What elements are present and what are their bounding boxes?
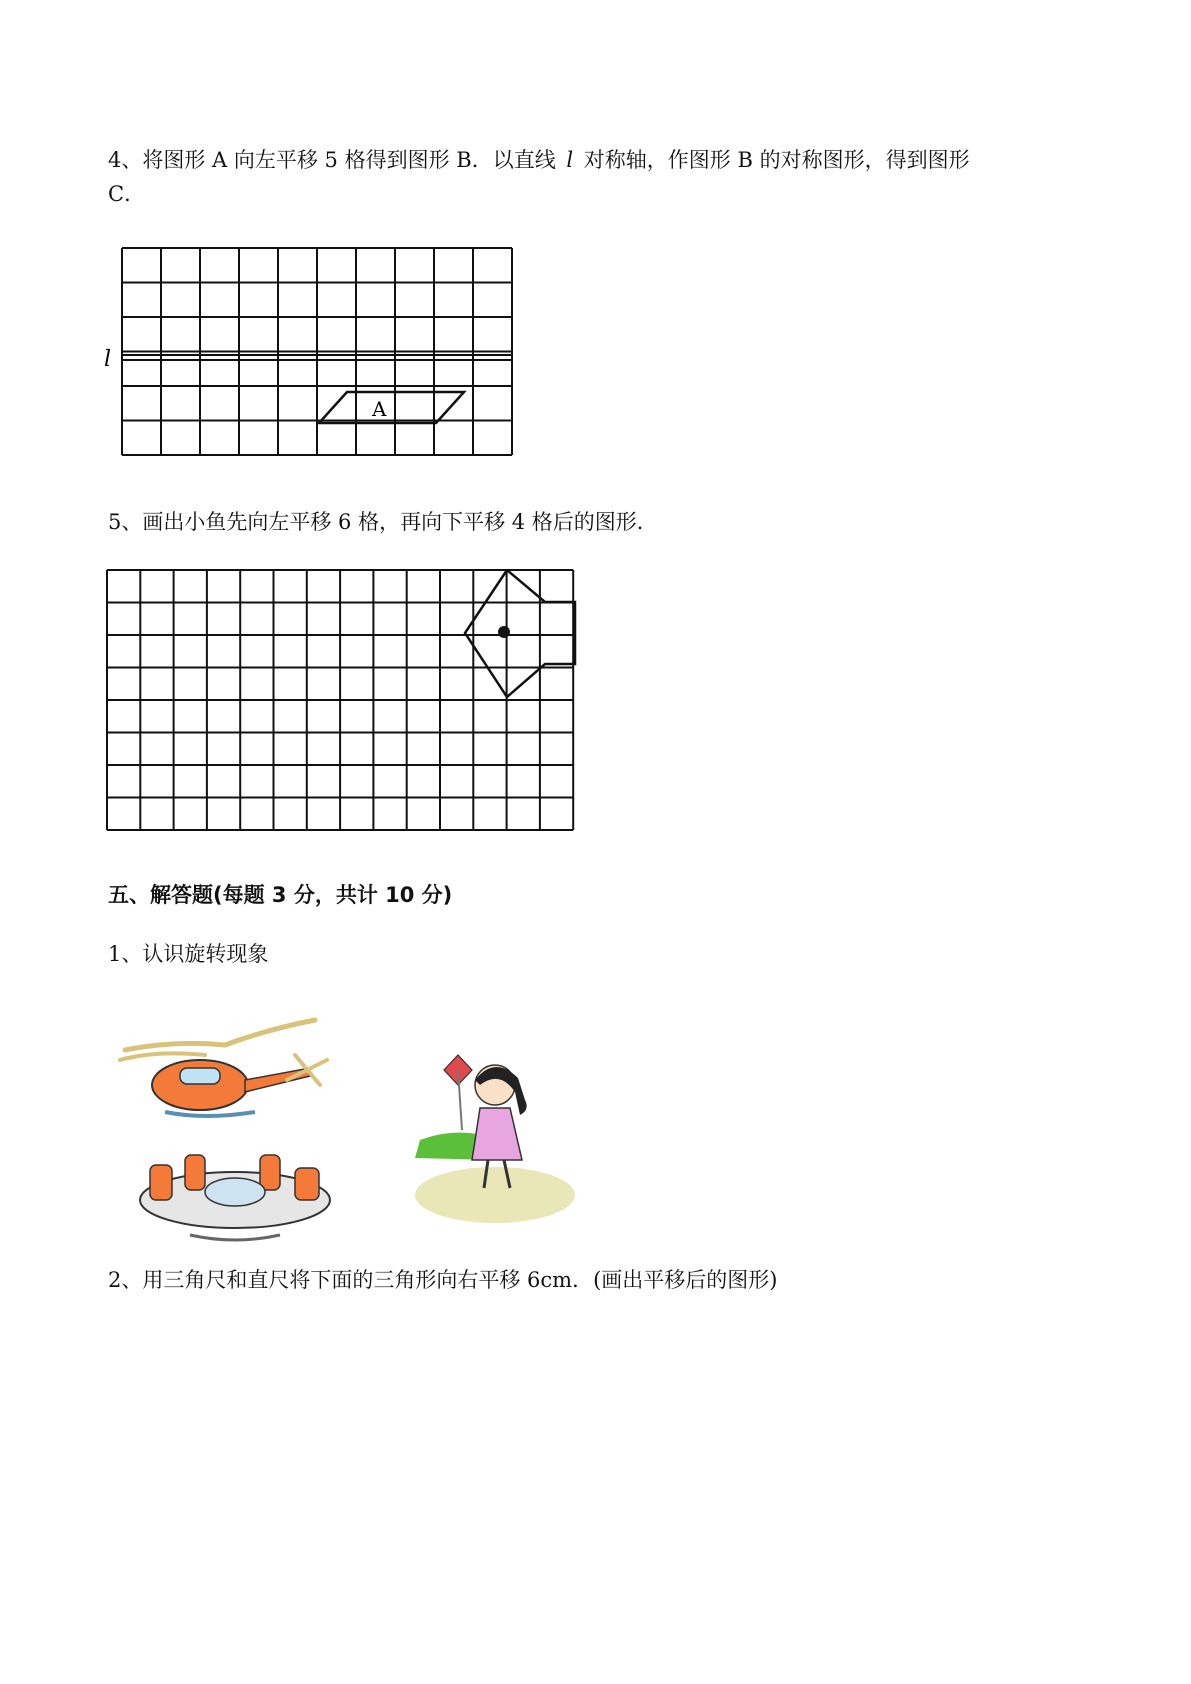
q4-line-variable: l	[566, 148, 574, 172]
pinwheel-icon	[444, 1055, 472, 1130]
s5-q1-text: 1、认识旋转现象	[108, 942, 269, 966]
helicopter-top-view-illustration	[115, 1140, 355, 1250]
s5-q2-text: 2、用三角尺和直尺将下面的三角形向右平移 6cm．(画出平移后的图形)	[108, 1268, 778, 1292]
helicopter-skid	[165, 1112, 255, 1116]
q4-line1-post: 对称轴，作图形 B 的对称图形，得到图形	[583, 148, 970, 172]
q4-line1-pre: 4、将图形 A 向左平移 5 格得到图形 B．以直线	[108, 148, 556, 172]
q5-grid-figure	[100, 560, 620, 860]
top-view-skid	[190, 1235, 280, 1240]
section5-heading: 五、解答题(每题 3 分，共计 10 分)	[108, 883, 453, 907]
q4-axis-label: l	[104, 347, 112, 372]
top-view-blade-4	[295, 1168, 319, 1200]
top-view-blade-1	[150, 1165, 172, 1200]
top-view-hub	[205, 1178, 265, 1206]
q4-line2: C．	[108, 182, 146, 206]
top-view-blade-2	[185, 1155, 205, 1190]
fish-eye	[498, 626, 510, 638]
ground-shadow	[415, 1167, 575, 1223]
helicopter-illustration	[115, 1000, 355, 1120]
helicopter-window	[180, 1068, 220, 1084]
helicopter-rotor-2	[120, 1053, 205, 1060]
helicopter-rotor	[125, 1020, 315, 1050]
q5-grid	[107, 570, 573, 830]
q5-text: 5、画出小鱼先向左平移 6 格，再向下平移 4 格后的图形．	[108, 510, 658, 534]
shape-a-label: A	[372, 397, 387, 421]
q4-line1	[108, 143, 970, 177]
girl-pinwheel-illustration	[400, 1030, 580, 1230]
fish-outline	[465, 570, 575, 697]
q4-grid-figure	[100, 240, 520, 480]
girl-dress	[472, 1108, 522, 1160]
shape-a-parallelogram	[319, 392, 464, 423]
top-view-blade-3	[260, 1155, 280, 1190]
